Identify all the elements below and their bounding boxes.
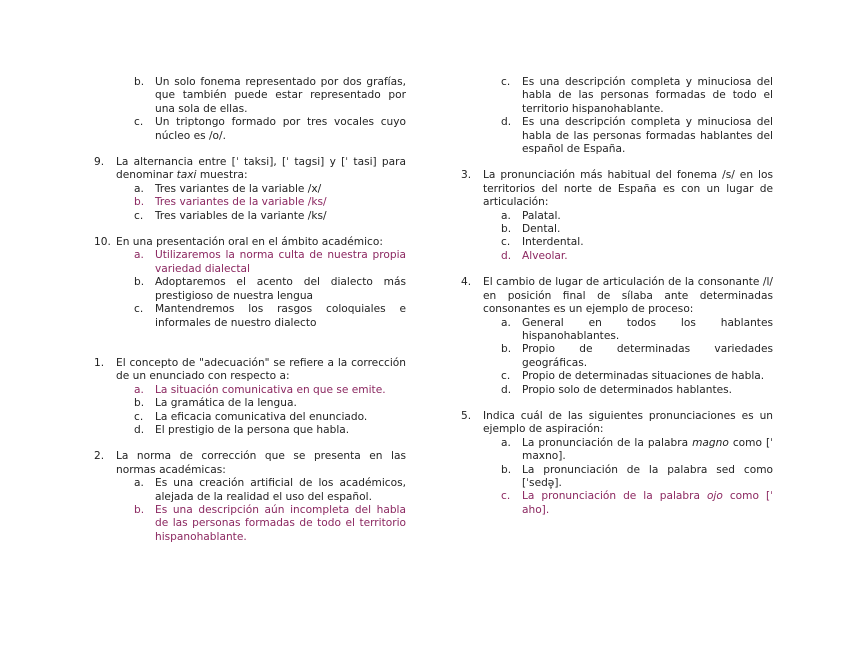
top-options-right: [501, 76, 773, 156]
question-9: 9. La alternancia entre [ˈ taksi], [ˈ tagsi] y [ˈ tasi] para denominar taxi muestra: a. Tres variantes de la variable /x/ b. Tres variantes de la variable /ks/ c. Tres variables de la variante /ks/: [94, 156, 406, 222]
option: d. Es una descripción completa y minuciosa del habla de las personas formadas hablantes del español de España.: [501, 116, 773, 156]
option-b: b. La gramática de la lengua.: [134, 397, 297, 410]
option-b: b. Adoptaremos el acento del dialecto más prestigioso de nuestra lengua: [134, 276, 406, 302]
option-c: c. Tres variables de la variante /ks/: [134, 209, 327, 222]
question-2: 2. La norma de corrección que se presenta en las normas académicas: a. Es una creación artificial de los académicos, alejada de la realidad el uso del español. b. Es una descripción aún incompleta del habla de las personas formadas de todo el territorio hispanohablante.: [94, 450, 406, 543]
option-b-correct: b. Tres variantes de la variable /ks/: [134, 196, 327, 209]
option-a: a. Es una creación artificial de los académicos, alejada de la realidad el uso del español.: [134, 477, 406, 503]
left-column: [94, 76, 406, 544]
question-1: 1. El concepto de "adecuación" se refiere a la corrección de un enunciado con respecto a: a. La situación comunicativa en que se emite. b. La gramática de la lengua. c. La eficacia comunicativa del enunciado. d. El prestigio de la persona que habla.: [94, 356, 406, 436]
option: c. Un triptongo formado por tres vocales cuyo núcleo es /o/.: [134, 116, 406, 142]
option-a: a. Palatal.: [501, 209, 561, 222]
option-b: b. Dental.: [501, 223, 561, 236]
option-d: d. Propio solo de determinados hablantes.: [501, 383, 733, 396]
option-b: b. La pronunciación de la palabra sed como [ˈsedə̥].: [501, 463, 773, 489]
option-a-correct: a. La situación comunicativa en que se emite.: [134, 383, 386, 396]
question-4: 4. El cambio de lugar de articulación de la consonante /l/ en posición final de sílaba ante determinadas consonantes es un ejemplo de proceso: a. General en todos los hablantes hispanohablantes. b. Propio de determinadas variedades geográficas. c. Propio de determinadas situaciones de habla. d. Propio solo de determinados hablantes.: [461, 276, 773, 396]
question-5: 5. Indica cuál de las siguientes pronunciaciones es un ejemplo de aspiración: a. La pronunciación de la palabra magno como [ˈ maxno]. b. La pronunciación de la palabra sed como [ˈsedə̥]. c. La pronunciación de la palabra ojo como [ˈ aho].: [461, 409, 773, 516]
option-c: c. La eficacia comunicativa del enunciado.: [134, 410, 368, 423]
option-b: b. Propio de determinadas variedades geográficas.: [501, 343, 773, 369]
option-a-correct: a. Utilizaremos la norma culta de nuestra propia variedad dialectal: [134, 249, 406, 275]
option-a: a. La pronunciación de la palabra magno como [ˈ maxno].: [501, 436, 773, 463]
option-c: c. Mantendremos los rasgos coloquiales e informales de nuestro dialecto: [134, 303, 406, 329]
question-3: 3. La pronunciación más habitual del fonema /s/ en los territorios del norte de España es con un lugar de articulación: a. Palatal. b. Dental. c. Interdental. d. Alveolar.: [461, 169, 773, 262]
option-d-correct: d. Alveolar.: [501, 249, 568, 262]
option-c: c. Propio de determinadas situaciones de habla.: [501, 370, 765, 383]
option-a: a. General en todos los hablantes hispanohablantes.: [501, 316, 773, 342]
option-d: d. El prestigio de la persona que habla.: [134, 423, 350, 436]
top-options-left: [134, 76, 406, 143]
right-column: [461, 76, 773, 517]
option-a: a. Tres variantes de la variable /x/: [134, 182, 322, 195]
option-b-correct: b. Es una descripción aún incompleta del habla de las personas formadas de todo el territorio hispanohablante.: [134, 503, 406, 543]
option-c: c. Interdental.: [501, 236, 584, 249]
option-c-correct: c. La pronunciación de la palabra ojo como [ˈ aho].: [501, 490, 773, 516]
option: b. Un solo fonema representado por dos grafías, que también puede estar representado por una sola de ellas.: [134, 76, 406, 115]
option: c. Es una descripción completa y minuciosa del habla de las personas formadas de todo el territorio hispanohablante.: [501, 76, 773, 115]
question-10: 10. En una presentación oral en el ámbito académico: a. Utilizaremos la norma culta de nuestra propia variedad dialectal b. Adoptaremos el acento del dialecto más prestigioso de nuestra lengua c. Mantendremos los rasgos coloquiales e informales de nuestro dialecto: [94, 236, 406, 329]
